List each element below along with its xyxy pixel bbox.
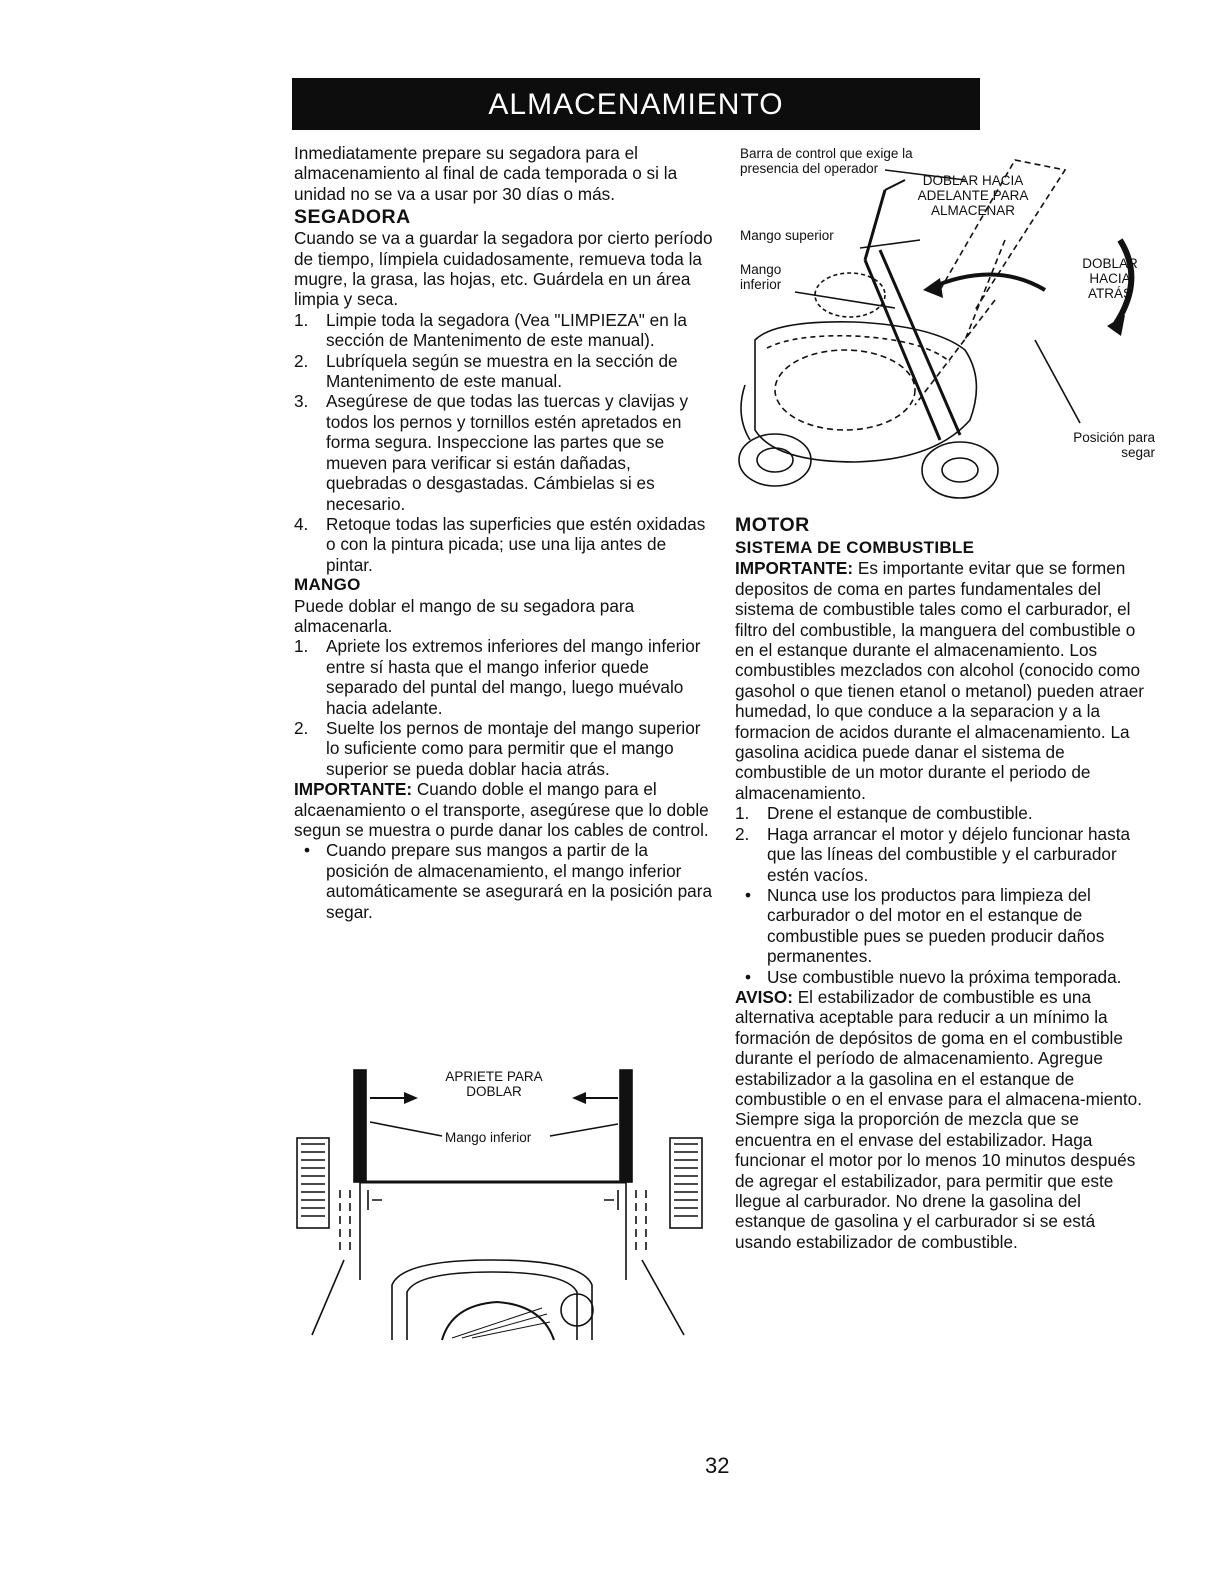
page-number: 32: [705, 1453, 730, 1478]
list-item: 1. Apriete los extremos inferiores del mango inferior entre sí hasta que el mango inferior quede separado del puntal del mango, luego muévalo hacia adelante.: [294, 636, 701, 718]
mango-heading: MANGO: [294, 575, 361, 595]
important-note: IMPORTANTE: Cuando doble el mango para el alcaenamiento o el transporte, asegúrese que lo doble segun se muestra o purde danar los cables de control.: [294, 779, 709, 840]
label-upper-handle: Mango superior: [740, 228, 834, 243]
list-item: 1. Drene el estanque de combustible.: [735, 803, 1033, 824]
list-item: 2. Haga arrancar el motor y déjelo funcionar hasta que las líneas del combustible y el carburador estén vacíos.: [735, 823, 1131, 885]
section-title: ALMACENAMIENTO: [292, 78, 980, 130]
bullet-item: • Nunca use los productos para limpieza del carburador o del motor en el estanque de combustible pues se pueden producir daños permanentes.: [745, 884, 1105, 967]
label-lower-handle: Mango inferior: [445, 1130, 532, 1145]
motor-heading: MOTOR: [735, 514, 810, 536]
right-column: [735, 512, 1155, 1252]
list-item: 3. Asegúrese de que todas las tuercas y clavijas y todos los pernos y tornillos estén apretados en forma segura. Inspeccione las partes que se mueven para verificar si están dañadas, quebradas o desgastadas. Cámbielas si es necesario.: [294, 391, 689, 514]
label-lower-handle: Mango inferior: [740, 262, 782, 292]
list-item: 2. Lubríquela según se muestra en la sección de Mantenimento de este manual.: [294, 350, 678, 392]
mower-handle-figure: [735, 140, 1155, 510]
label-fold-back: DOBLAR HACIA ATRÁS: [1082, 256, 1138, 301]
label-fold-forward: DOBLAR HACIA ADELANTE PARA ALMACENAR: [917, 173, 1029, 218]
segadora-paragraph: Cuando se va a guardar la segadora por cierto período de tiempo, límpiela cuidadosamente, remueva toda la mugre, la grasa, las hojas, etc. Guárdela en un área limpia y seca.: [294, 228, 713, 310]
segadora-heading: SEGADORA: [294, 206, 411, 229]
label-control-bar: Barra de control que exige la presencia del operador: [740, 146, 913, 176]
intro-paragraph: Inmediatamente prepare su segadora para el almacenamiento al final de cada temporada o si la unidad no se va a usar por 30 días o más.: [294, 143, 678, 204]
handle-squeeze-illustration: [292, 1060, 712, 1350]
label-mowing-position: Posición para segar: [1073, 430, 1155, 460]
notice-paragraph: AVISO: El estabilizador de combustible es una alternativa aceptable para reducir a un mínimo la formación de depósitos de goma en el combustible durante el período de almacenamiento. Agregue estabilizador a la gasolina en el estanque de combustible o en el envase para el almacena-miento. Siempre siga la proporción de mezcla que se encuentra en el envase del estabilizador. Haga funcionar el motor por lo menos 10 minutos después de agregar el estabilizador, para permitir que este llegue al carburador. No drene la gasolina del estanque de gasolina y el carburador si se está usando estabilizador de combustible.: [735, 986, 1143, 1252]
bullet-item: • Use combustible nuevo la próxima temporada.: [745, 966, 1122, 987]
label-squeeze: APRIETE PARA DOBLAR: [445, 1069, 543, 1099]
list-item: 2. Suelte los pernos de montaje del mango superior lo suficiente como para permitir que el mango superior se pueda doblar hacia atrás.: [294, 717, 701, 779]
list-item: 4. Retoque todas las superficies que estén oxidadas o con la pintura picada; use una lija antes de pintar.: [294, 513, 706, 575]
bullet-item: • Cuando prepare sus mangos a partir de la posición de almacenamiento, el mango inferior automáticamente se asegurará en la posición para segar.: [304, 840, 712, 922]
mango-paragraph: Puede doblar el mango de su segadora para almacenarla.: [294, 595, 635, 636]
fuel-system-heading: SISTEMA DE COMBUSTIBLE: [735, 538, 975, 557]
list-item: 1. Limpie toda la segadora (Vea "LIMPIEZA" en la sección de Mantenimento de este manual).: [294, 309, 687, 351]
important-paragraph: IMPORTANTE: Es importante evitar que se formen depositos de coma en partes fundamentales del sistema de combustible tales como el carburador, el filtro del combustible, la manguera del combustible o en el estanque durante el almacenamiento. Los combustibles mezclados con alcohol (conocido como gasohol o que tienen etanol o metanol) pueden atraer humedad, lo que conduce a la separacion y a la formacion de acidos durante el almacenamiento. La gasolina acidica puede danar el sistema de combustible de un motor durante el periodo de almacenamiento.: [735, 558, 1144, 803]
handle-squeeze-figure: [292, 1060, 712, 1350]
left-column: [294, 143, 714, 922]
